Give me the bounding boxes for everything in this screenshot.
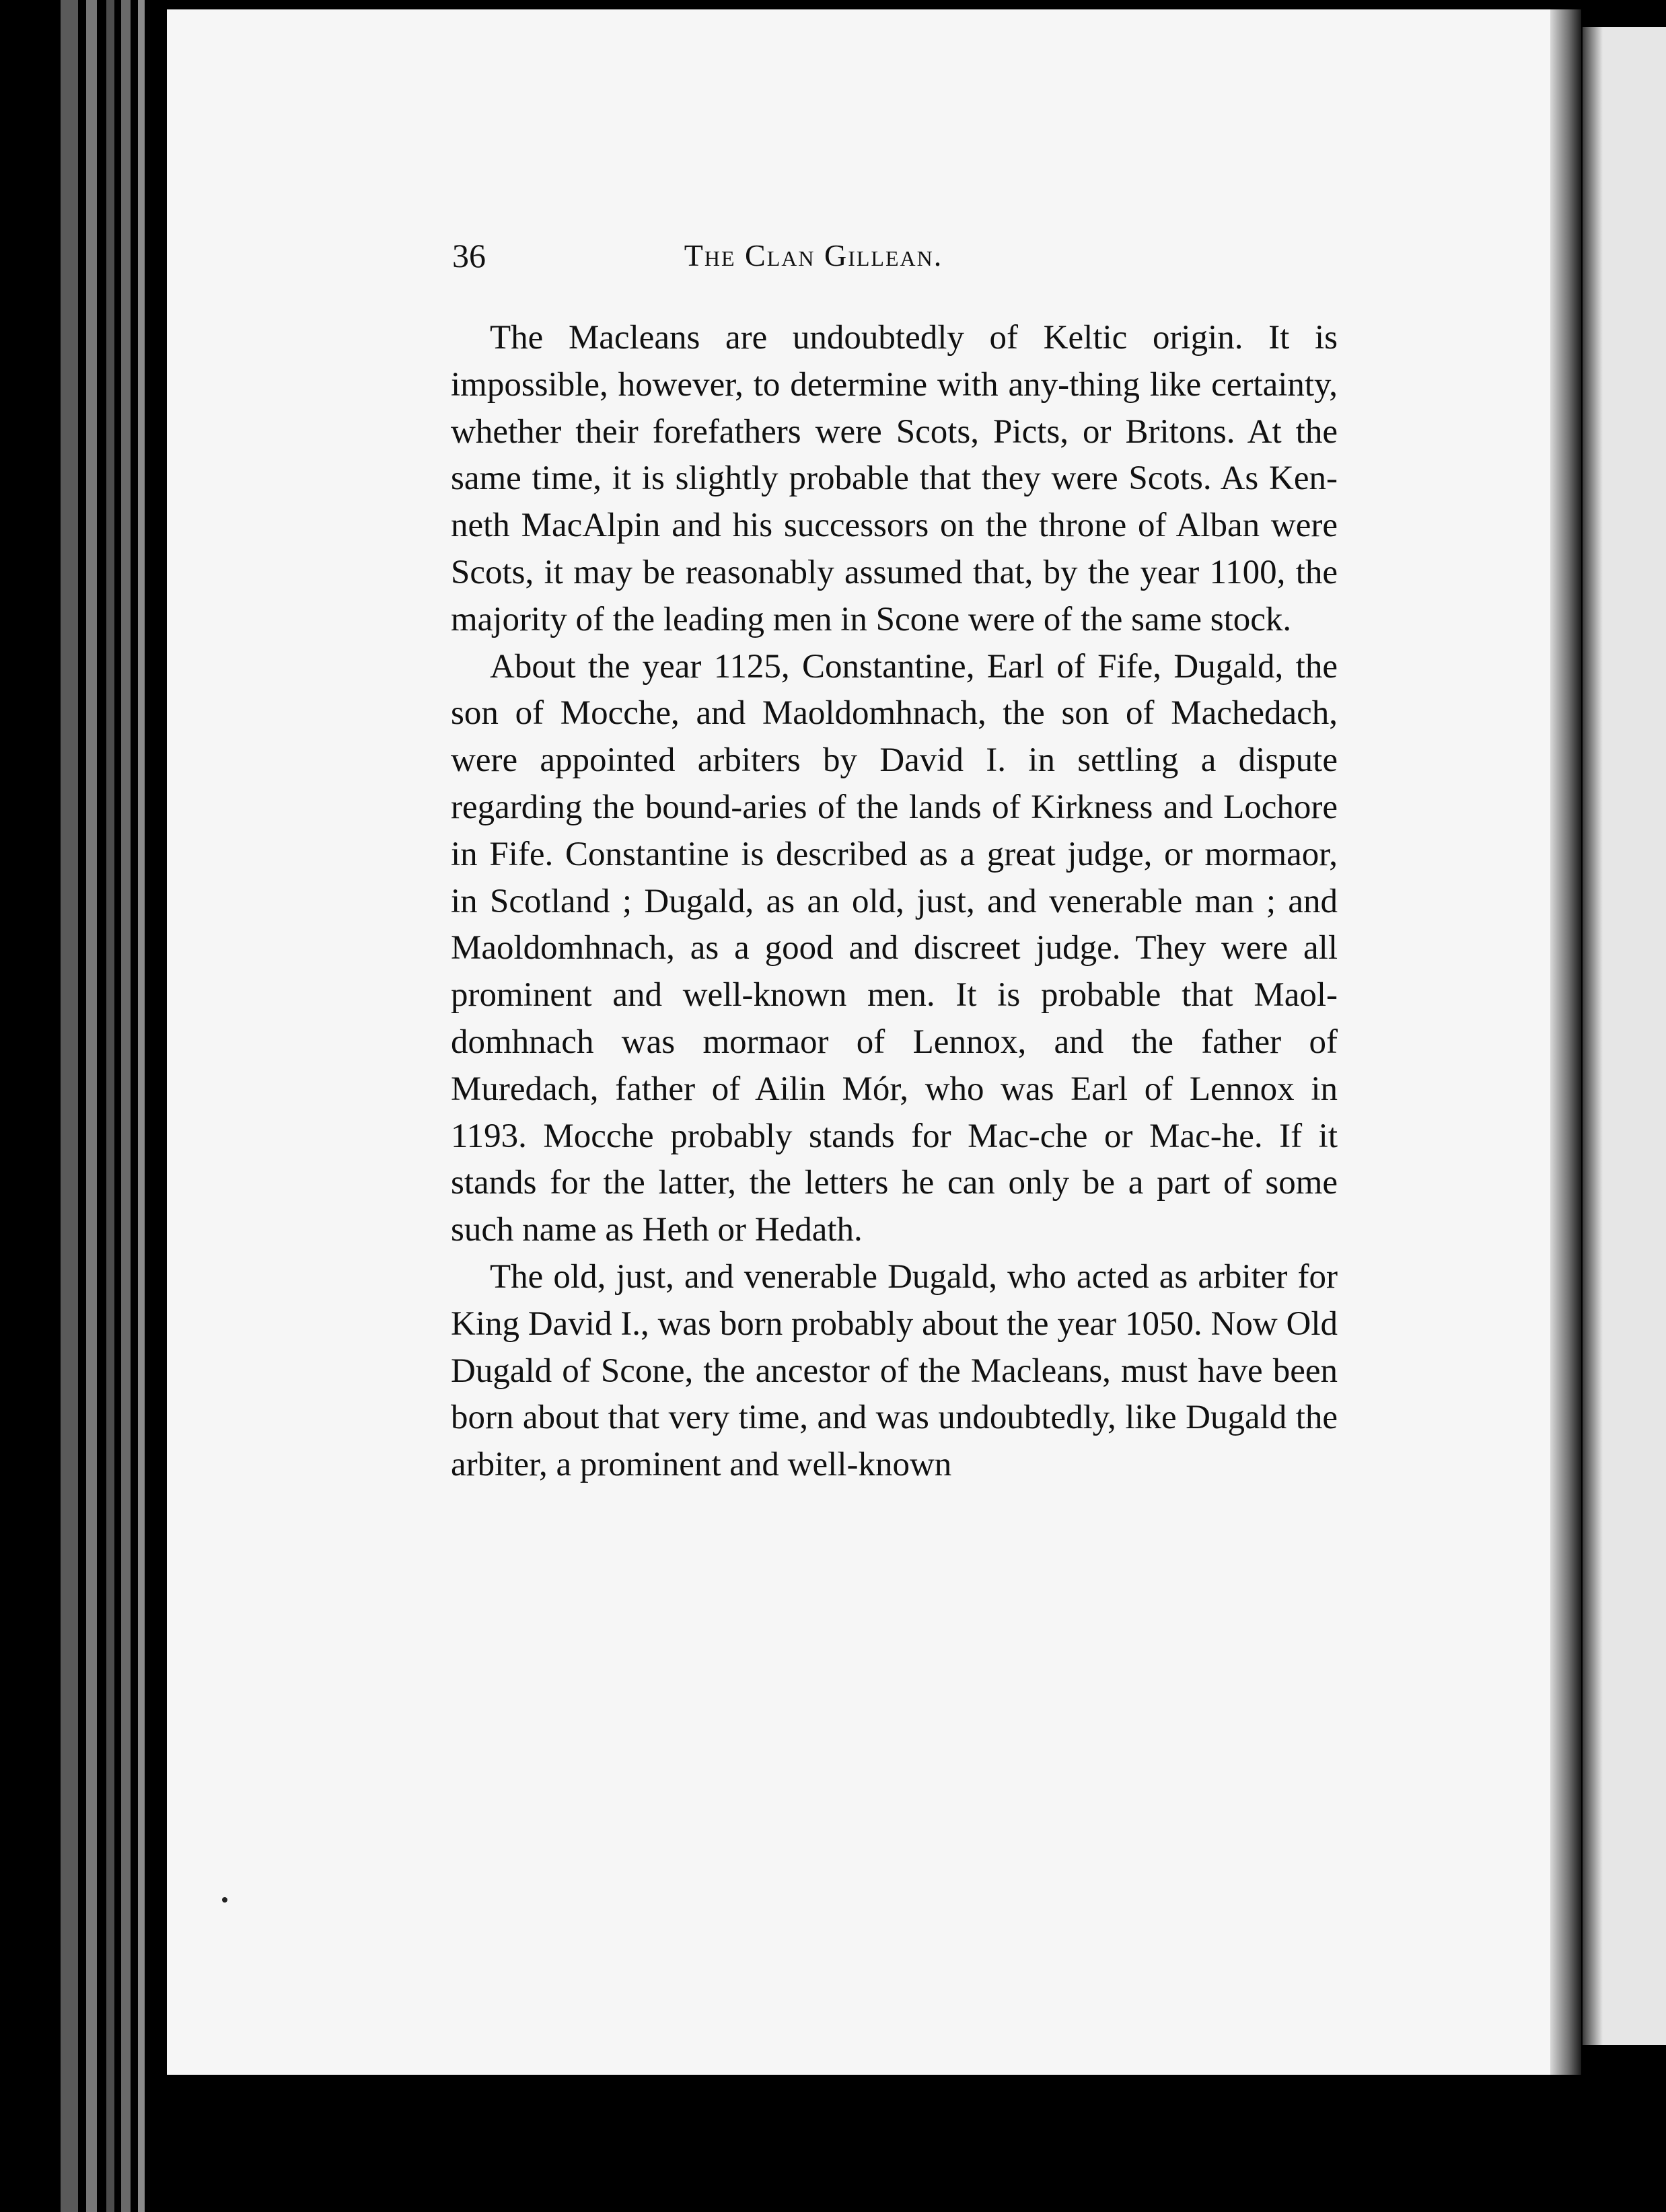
page-header (284, 229, 1343, 283)
paragraph: The Macleans are undoubtedly of Keltic origin. It is impossible, however, to determine with any-thing like certainty, whether their forefathers were Scots, Picts, or Britons. At the same time, it is slightly probable that they were Scots. As Ken-neth MacAlpin and his successors on the throne of Alban were Scots, it may be reasonably assumed that, by the year 1100, the majority of the leading men in Scone were of the same stock. (451, 319, 1338, 638)
ink-speck (222, 1897, 227, 1903)
adjacent-page-shadow (1583, 27, 1603, 2045)
page-gutter-shadow (1550, 9, 1581, 2075)
binding-edge (121, 0, 131, 2212)
running-head: The Clan Gillean. (684, 238, 943, 272)
paragraph: The old, just, and venerable Dugald, who acted as arbiter for King David I., was born probably about the year 1050. Now Old Dugald of Scone, the ancestor of the Macleans, must have been born about that very time, and was undoubtedly, like Dugald the arbiter, a prominent and well-known (451, 1257, 1338, 1484)
binding-edge (61, 0, 78, 2212)
binding-edge (106, 0, 114, 2212)
binding-edge (138, 0, 145, 2212)
binding-edge (86, 0, 97, 2212)
page-number: 36 (452, 237, 486, 274)
body-text (451, 315, 1338, 1489)
paragraph: About the year 1125, Constantine, Earl of Fife, Dugald, the son of Mocche, and Maoldomhnach, the son of Machedach, were appointed arbiters by David I. in settling a dispute regarding the bound-aries of the lands of Kirkness and Lochore in Fife. Constantine is described as a great judge, or mormaor, in Scotland ; Dugald, as an old, just, and venerable man ; and Maoldomhnach, as a good and discreet judge. They were all prominent and well-known men. It is probable that Maol-domhnach was mormaor of Lennox, and the father of Muredach, father of Ailin Mór, who was Earl of Lennox in 1193. Mocche probably stands for Mac-che or Mac-he. If it stands for the latter, the letters he can only be a part of some such name as Heth or Hedath. (451, 647, 1338, 1249)
